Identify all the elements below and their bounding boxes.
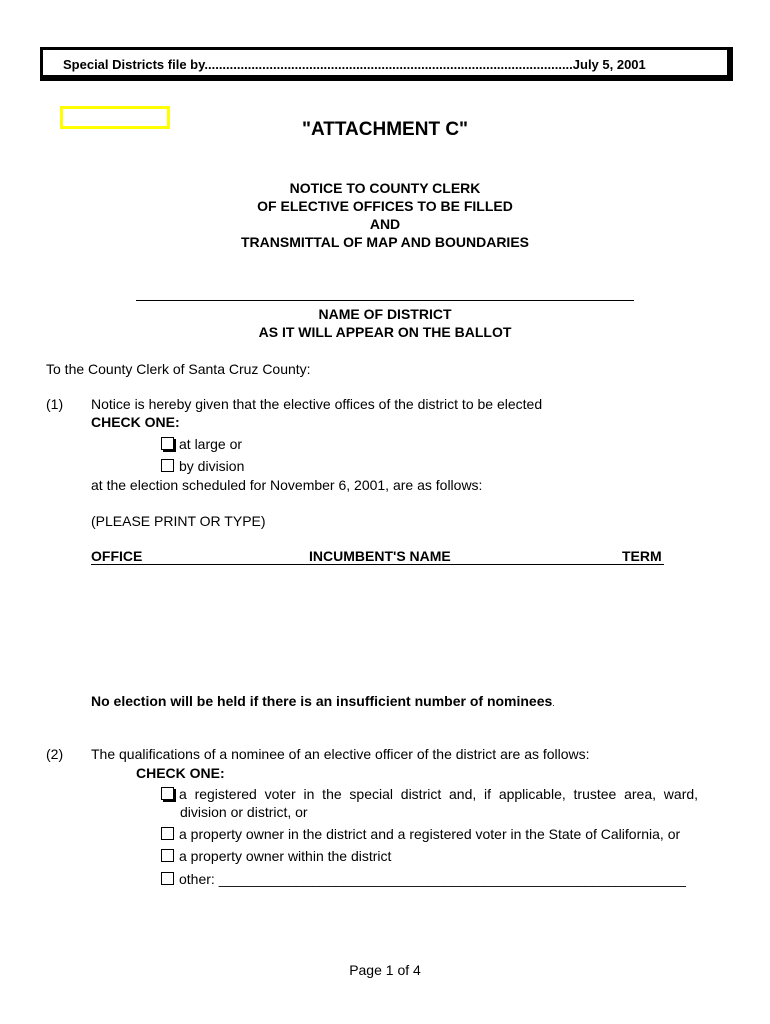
option-property-owner-label: a property owner within the district (179, 848, 392, 864)
section-1-text: Notice is hereby given that the elective offices of the district to be elected (91, 396, 543, 412)
print-note: (PLEASE PRINT OR TYPE) (91, 513, 266, 529)
option-property-owner-voter[interactable] (161, 826, 680, 842)
option-property-owner-voter-label: a property owner in the district and a registered voter in the State of California, or (179, 826, 681, 842)
checkbox-other[interactable] (161, 872, 174, 885)
option-other[interactable] (161, 871, 686, 887)
table-header-underline (91, 564, 664, 565)
page-number: Page 1 of 4 (349, 962, 421, 978)
col-office: OFFICE (91, 548, 143, 564)
election-line: at the election scheduled for November 6, 2001, are as follows: (91, 477, 483, 493)
no-election-note (91, 693, 555, 709)
subtitle-line-3: AND (369, 216, 401, 232)
option-at-large-label: at large or (179, 436, 243, 452)
no-election-period: . (552, 698, 555, 708)
district-label-1: NAME OF DISTRICT (318, 306, 452, 322)
option-registered-voter-label: a registered voter in the special district and, if applicable, trustee area, ward, (179, 786, 699, 802)
option-registered-voter[interactable] (161, 786, 731, 802)
checkbox-registered-voter[interactable] (161, 787, 174, 800)
option-by-division-label: by division (179, 458, 245, 474)
option-other-label: other: ____________________________________________________________ (179, 871, 686, 887)
option-at-large[interactable] (161, 436, 242, 452)
checkbox-property-owner-voter[interactable] (161, 827, 174, 840)
checkbox-property-owner[interactable] (161, 849, 174, 862)
option-by-division[interactable] (161, 458, 244, 474)
option-registered-voter-cont: division or district, or (180, 804, 308, 820)
section-1-number: (1) (46, 396, 64, 412)
district-label-2: AS IT WILL APPEAR ON THE BALLOT (258, 324, 512, 340)
option-property-owner[interactable] (161, 848, 391, 864)
subtitle-line-4: TRANSMITTAL OF MAP AND BOUNDARIES (240, 234, 530, 250)
header-text: Special Districts file by......................................................................................................July 5, 2001 (63, 57, 646, 72)
section-1-check-one: CHECK ONE: (91, 414, 180, 430)
subtitle-line-1: NOTICE TO COUNTY CLERK (289, 180, 481, 196)
section-2-check-one: CHECK ONE: (136, 765, 225, 781)
header-box (40, 47, 733, 81)
section-2-number: (2) (46, 746, 64, 762)
col-incumbent: INCUMBENT'S NAME (309, 548, 451, 564)
salutation: To the County Clerk of Santa Cruz County: (46, 361, 311, 377)
subtitle-line-2: OF ELECTIVE OFFICES TO BE FILLED (257, 198, 513, 214)
section-2-text: The qualifications of a nominee of an elective officer of the district are as follows: (91, 746, 590, 762)
checkbox-at-large[interactable] (161, 437, 174, 450)
col-term: TERM (622, 548, 662, 564)
checkbox-by-division[interactable] (161, 459, 174, 472)
no-election-text: No election will be held if there is an insufficient number of nominees (91, 693, 553, 709)
district-name-field[interactable] (136, 300, 634, 301)
document-title: "ATTACHMENT C" (301, 119, 469, 140)
